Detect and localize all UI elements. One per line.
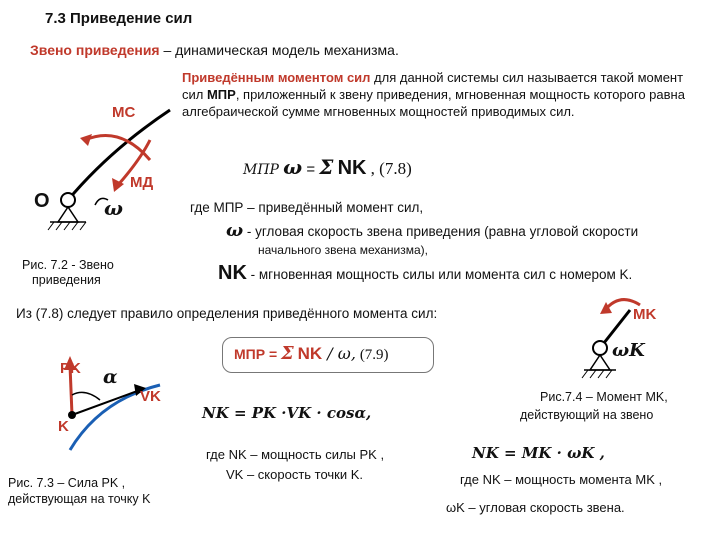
where-mpr: где MПР – приведённый момент сил,	[190, 200, 424, 215]
paragraph-text: для данной системы сил называется такой момент сил	[182, 70, 684, 102]
where-omega-text: - угловая скорость звена приведения (равна угловой скорости	[246, 224, 639, 239]
nk-force-where-2: VK – скорость точки K.	[226, 467, 364, 482]
eq78-eq: =	[306, 161, 316, 178]
fig73-pk-label: PK	[60, 360, 81, 377]
definition-term: Звено приведения	[30, 42, 160, 58]
fig72-md-label: MД	[130, 174, 154, 191]
rule-text: Из (7.8) следует правило определения приведённого момента сил:	[16, 306, 438, 321]
fig72-o-label: O	[34, 190, 50, 212]
fig74-caption-1: Рис.7.4 – Момент MK,	[540, 390, 668, 404]
where-nk-text: - мгновенная мощность силы или момента сил с номером K.	[250, 267, 633, 282]
eq-7-9	[234, 343, 389, 364]
eq78-nk: NK	[337, 157, 367, 179]
fig74-mk-label: MK	[633, 306, 657, 323]
eq78-sigma: Σ	[319, 155, 334, 179]
eq-nk-moment: NK = MK · ωK ,	[472, 444, 605, 462]
fig72-caption-2: приведения	[32, 273, 101, 287]
fig73-vk-label: VK	[140, 388, 161, 405]
fig74-caption-2: действующий на звено	[520, 408, 654, 422]
fig72-mc-label: MC	[112, 104, 136, 121]
paragraph-term: Приведённым моментом сил	[182, 70, 371, 85]
eq78-omega: ω	[283, 155, 303, 179]
paragraph-mpr: MПР	[206, 87, 236, 102]
where-omega-cont: начального звена механизма),	[258, 243, 428, 257]
fig72-omega-label: ω	[104, 196, 124, 220]
where-omega	[226, 220, 638, 241]
fig73-alpha-label: α	[103, 366, 118, 388]
eq79-lhs: MПР =	[234, 346, 278, 362]
eq79-rest: / ω,	[322, 344, 356, 363]
paragraph-text2: , приложенный к звену приведения, мгновенная мощность которого равна алгебраической сумме мгновенных мощностей приводимых сил.	[182, 87, 685, 119]
fig72-caption-1: Рис. 7.2 - Звено	[22, 258, 114, 272]
fig74-diagram	[582, 300, 640, 378]
eq79-nk: NK	[297, 344, 323, 363]
eq-7-8	[243, 155, 412, 180]
nk-moment-where-2: ωK – угловая скорость звена.	[446, 500, 625, 515]
nk-force-where-1: где NK – мощность силы PK ,	[206, 447, 385, 462]
definition-text: – динамическая модель механизма.	[159, 42, 399, 58]
where-nk-symbol: NK	[218, 262, 247, 284]
fig74-omegak-label: ωK	[612, 340, 645, 361]
where-omega-symbol: ω	[226, 220, 244, 241]
eq78-lhs: MПР	[243, 162, 279, 178]
eq79-sigma: Σ	[281, 343, 294, 364]
fig73-k-label: K	[58, 418, 69, 435]
eq-nk-force: NK = PK ·VK · cosα,	[202, 404, 372, 422]
page-title: 7.3 Приведение сил	[45, 10, 193, 27]
eq79-num: (7.9)	[359, 347, 389, 363]
fig73-caption-2: действующая на точку K	[8, 492, 151, 506]
where-nk	[218, 262, 632, 285]
nk-moment-where-1: где NK – мощность момента MK ,	[460, 472, 663, 487]
fig73-caption-1: Рис. 7.3 – Сила PK ,	[8, 476, 126, 490]
eq78-num: , (7.8)	[370, 159, 412, 178]
